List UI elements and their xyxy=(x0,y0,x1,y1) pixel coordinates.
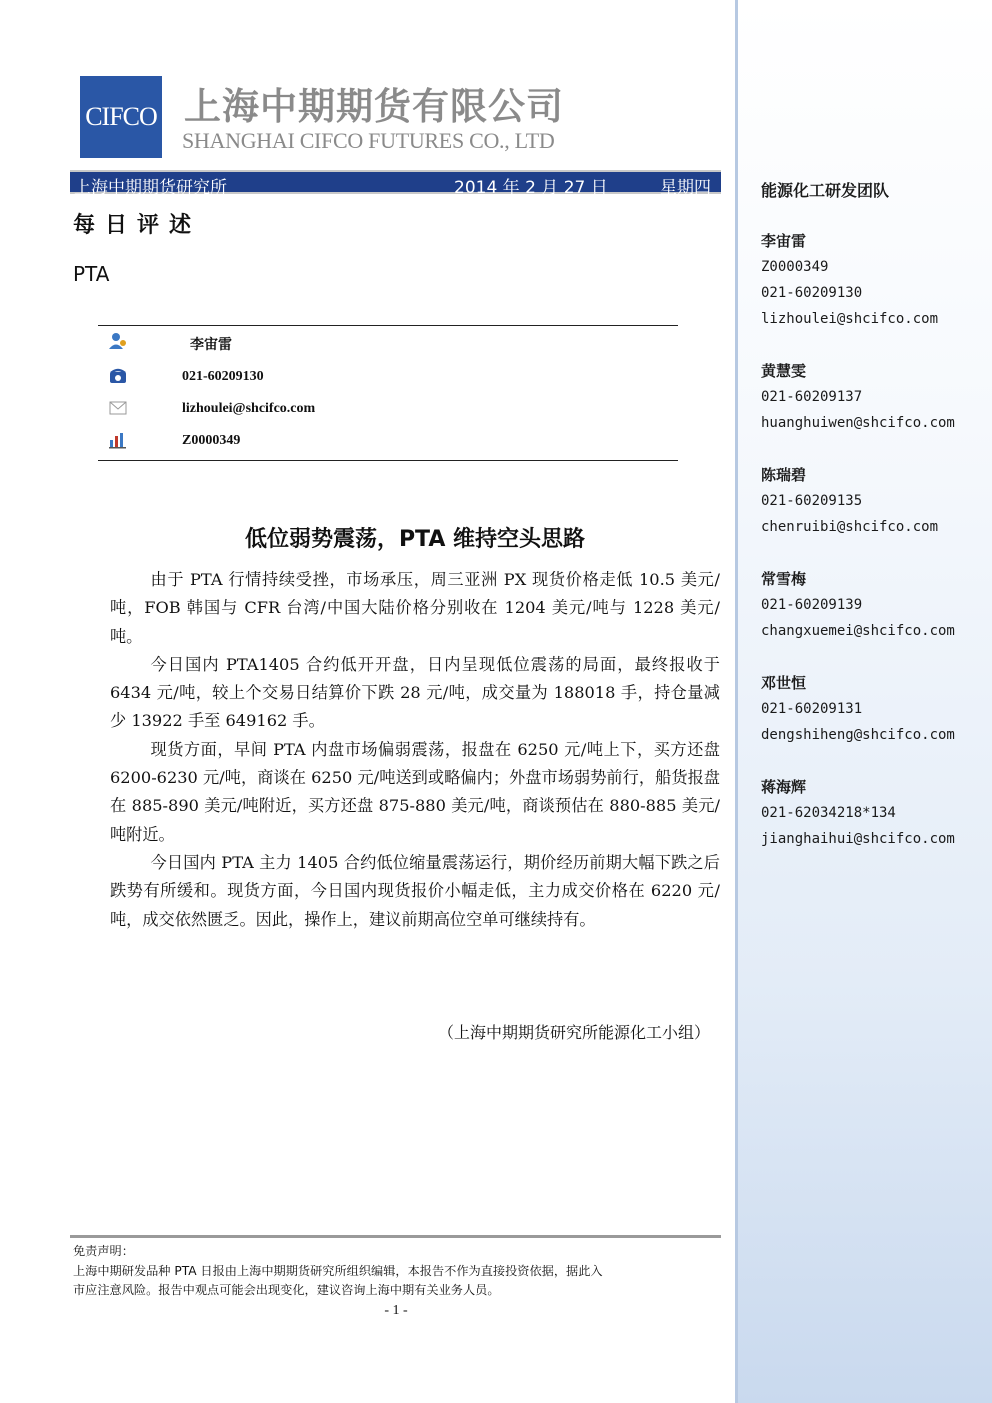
team-member xyxy=(761,774,991,852)
phone-icon xyxy=(108,367,128,385)
disclaimer xyxy=(73,1242,723,1301)
contact-row-name xyxy=(98,332,678,356)
member-email[interactable]: lizhoulei@shcifco.com xyxy=(761,311,939,327)
member-email[interactable]: jianghaihui@shcifco.com xyxy=(761,831,955,847)
member-email[interactable]: huanghuiwen@shcifco.com xyxy=(761,415,955,431)
paragraph: 现货方面，早间 PTA 内盘市场偏弱震荡，报盘在 6250 元/吨上下，买方还盘 6200-6230 元/吨，商谈在 6250 元/吨送到或略偏内；外盘市场弱势前行，船货报盘在 885-890 美元/吨附近，买方还盘 875-880 美元/吨，商谈预估在 880-885 美元/吨附近。 xyxy=(110,739,720,844)
institute-name: 上海中期期货研究所 xyxy=(74,178,227,198)
analyst-license: Z0000349 xyxy=(182,433,241,448)
team-member xyxy=(761,358,991,436)
member-name: 黄慧雯 xyxy=(761,362,807,380)
member-name: 李宙雷 xyxy=(761,232,807,250)
person-icon xyxy=(108,332,128,350)
disclaimer-line: 上海中期研发品种 PTA 日报由上海中期期货研究所组织编辑，本报告不作为直接投资依据，据此入 xyxy=(73,1263,603,1278)
contact-row-email xyxy=(98,399,678,423)
member-phone: 021-62034218*134 xyxy=(761,805,896,821)
logo-text: CIFCO xyxy=(85,102,157,131)
company-logo xyxy=(80,76,162,158)
disclaimer-line: 市应注意风险。报告中观点可能会出现变化，建议咨询上海中期有关业务人员。 xyxy=(73,1283,500,1297)
paragraph: 今日国内 PTA 主力 1405 合约低位缩量震荡运行，期价经历前期大幅下跌之后跌势有所缓和。现货方面，今日国内现货报价小幅走低，主力成交价格在 6220 元/吨，成交依然匮乏。因此，操作上，建议前期高位空单可继续持有。 xyxy=(110,852,720,929)
analyst-contact-box xyxy=(98,325,678,461)
report-date: 2014 年 2 月 27 日 xyxy=(454,178,608,198)
team-sidebar xyxy=(735,0,992,1403)
company-name-en: SHANGHAI CIFCO FUTURES CO., LTD xyxy=(182,128,555,153)
team-member xyxy=(761,462,991,540)
section-title: 每日评述 xyxy=(73,213,202,238)
member-email[interactable]: dengshiheng@shcifco.com xyxy=(761,727,955,743)
commodity-label: PTA xyxy=(73,262,110,286)
paragraph: 由于 PTA 行情持续受挫，市场承压，周三亚洲 PX 现货价格走低 10.5 美元/吨，FOB 韩国与 CFR 台湾/中国大陆价格分别收在 1204 美元/吨与 1228 美元/吨。 xyxy=(110,570,720,646)
team-member xyxy=(761,566,991,644)
header-bar xyxy=(70,170,721,198)
team-member xyxy=(761,228,991,332)
paragraph: 今日国内 PTA1405 合约低开开盘，日内呈现低位震荡的局面，最终报收于 6434 元/吨，较上个交易日结算价下跌 28 元/吨，成交量为 188018 手，持仓量减少 13922 手至 649162 手。 xyxy=(110,654,720,731)
member-name: 陈瑞碧 xyxy=(761,466,807,484)
contact-row-phone xyxy=(98,367,678,391)
member-email[interactable]: changxuemei@shcifco.com xyxy=(761,623,955,639)
article-signature: （上海中期期货研究所能源化工小组） xyxy=(437,1023,710,1042)
member-name: 邓世恒 xyxy=(761,674,807,692)
contact-row-license xyxy=(98,431,678,455)
article-title: 低位弱势震荡，PTA 维持空头思路 xyxy=(244,527,586,552)
analyst-email: lizhoulei@shcifco.com xyxy=(182,401,316,416)
chart-icon xyxy=(108,431,128,449)
analyst-name: 李宙雷 xyxy=(190,338,232,353)
team-title: 能源化工研发团队 xyxy=(761,181,890,200)
footer-divider xyxy=(70,1235,721,1238)
page-number: - 1 - xyxy=(384,1303,408,1318)
company-name-cn: 上海中期期货有限公司 xyxy=(184,85,564,128)
member-phone: 021-60209137 xyxy=(761,389,863,405)
member-phone: 021-60209139 xyxy=(761,597,863,613)
report-weekday: 星期四 xyxy=(660,178,711,198)
member-email[interactable]: chenruibi@shcifco.com xyxy=(761,519,939,535)
member-phone: 021-60209131 xyxy=(761,701,863,717)
member-name: 常雪梅 xyxy=(761,570,807,588)
team-member xyxy=(761,670,991,748)
article-body xyxy=(110,566,720,934)
member-phone: 021-60209135 xyxy=(761,493,863,509)
mail-icon xyxy=(108,399,128,417)
disclaimer-title: 免责声明： xyxy=(73,1244,134,1258)
analyst-phone: 021-60209130 xyxy=(182,369,264,384)
member-phone: 021-60209130 xyxy=(761,285,863,301)
member-name: 蒋海辉 xyxy=(761,778,807,796)
member-license: Z0000349 xyxy=(761,259,829,275)
